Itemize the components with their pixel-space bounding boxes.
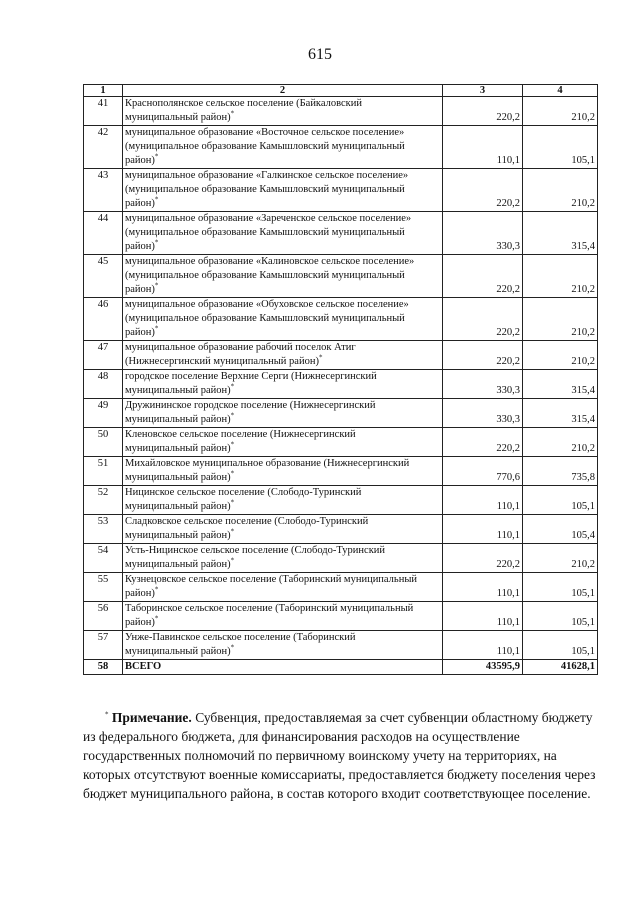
table-row <box>84 126 598 169</box>
municipality-name-line: район) <box>125 617 155 628</box>
footnote-mark: * <box>154 152 159 161</box>
municipality-name-line: (муниципальное образование Камышловский муниципальный <box>125 141 405 152</box>
table-row <box>84 298 598 341</box>
value-col4: 210,2 <box>523 428 598 457</box>
municipality-name-line: Кленовское сельское поселение (Нижнесергинский <box>125 429 356 440</box>
row-number: 54 <box>84 544 123 573</box>
footnote-mark: * <box>230 109 235 118</box>
row-number: 56 <box>84 602 123 631</box>
municipality-name-line: муниципальный район) <box>125 414 231 425</box>
municipality-name-line: Кузнецовское сельское поселение (Таборинский муниципальный <box>125 574 418 585</box>
table-row <box>84 573 598 602</box>
municipality-name-line: муниципальное образование «Калиновское сельское поселение» <box>125 256 415 267</box>
municipality-name <box>123 97 443 126</box>
value-col4: 210,2 <box>523 298 598 341</box>
municipality-name-line: район) <box>125 588 155 599</box>
row-number: 43 <box>84 169 123 212</box>
municipality-name <box>123 602 443 631</box>
table-header-row <box>84 85 598 97</box>
municipality-name-line: (Нижнесергинский муниципальный район) <box>125 356 319 367</box>
row-number: 45 <box>84 255 123 298</box>
row-number: 41 <box>84 97 123 126</box>
footnote-mark: * <box>230 469 235 478</box>
row-number: 48 <box>84 370 123 399</box>
column-header: 3 <box>443 85 523 97</box>
column-header: 2 <box>123 85 443 97</box>
municipality-name-line: муниципальный район) <box>125 559 231 570</box>
municipality-name <box>123 486 443 515</box>
footnote-mark: * <box>230 411 235 420</box>
note-text: Субвенция, предоставляемая за счет субвенции областному бюджету из федерального бюджета, для финансирования расходов на осуществление государственных полномочий по первичному воинскому учету на территориях, на которых отсутствуют военные комиссариаты, предоставляется бюджету поселения через бюджет муниципального района, в состав которого входит соответствующее поселение. <box>83 710 596 801</box>
municipality-name-line: район) <box>125 284 155 295</box>
footnote-mark: * <box>230 556 235 565</box>
table-row <box>84 457 598 486</box>
value-col3: 220,2 <box>443 169 523 212</box>
municipality-name <box>123 255 443 298</box>
footnote-note <box>83 708 597 803</box>
row-number: 50 <box>84 428 123 457</box>
total-col3: 43595,9 <box>443 660 523 675</box>
municipality-name <box>123 457 443 486</box>
table-row <box>84 544 598 573</box>
table-row <box>84 169 598 212</box>
value-col3: 220,2 <box>443 97 523 126</box>
value-col4: 105,1 <box>523 573 598 602</box>
municipality-name-line: муниципальное образование «Галкинское сельское поселение» <box>125 170 409 181</box>
municipality-name-line: (муниципальное образование Камышловский муниципальный <box>125 313 405 324</box>
municipality-name-line: (муниципальное образование Камышловский муниципальный <box>125 227 405 238</box>
municipality-name-line: (муниципальное образование Камышловский муниципальный <box>125 270 405 281</box>
municipality-name-line: муниципальный район) <box>125 472 231 483</box>
total-col4: 41628,1 <box>523 660 598 675</box>
value-col4: 735,8 <box>523 457 598 486</box>
row-number: 51 <box>84 457 123 486</box>
value-col3: 220,2 <box>443 544 523 573</box>
table-row <box>84 370 598 399</box>
municipality-name <box>123 544 443 573</box>
row-number: 58 <box>84 660 123 675</box>
municipality-name <box>123 169 443 212</box>
value-col3: 110,1 <box>443 602 523 631</box>
footnote-mark: * <box>154 585 159 594</box>
footnote-mark: * <box>154 324 159 333</box>
value-col3: 330,3 <box>443 370 523 399</box>
footnote-mark: * <box>318 353 323 362</box>
footnote-mark: * <box>154 238 159 247</box>
value-col3: 110,1 <box>443 631 523 660</box>
value-col4: 315,4 <box>523 370 598 399</box>
footnote-mark: * <box>230 382 235 391</box>
municipality-name-line: район) <box>125 241 155 252</box>
value-col3: 110,1 <box>443 515 523 544</box>
table-row <box>84 399 598 428</box>
value-col4: 315,4 <box>523 212 598 255</box>
value-col3: 220,2 <box>443 298 523 341</box>
row-number: 55 <box>84 573 123 602</box>
value-col4: 105,1 <box>523 486 598 515</box>
footnote-mark: * <box>154 281 159 290</box>
column-header: 4 <box>523 85 598 97</box>
table-row <box>84 341 598 370</box>
municipality-name-line: Ницинское сельское поселение (Слободо-Туринский <box>125 487 362 498</box>
municipality-name <box>123 399 443 428</box>
value-col3: 770,6 <box>443 457 523 486</box>
table-row <box>84 255 598 298</box>
table-row <box>84 515 598 544</box>
row-number: 57 <box>84 631 123 660</box>
footnote-mark: * <box>105 710 109 719</box>
total-row <box>84 660 598 675</box>
value-col3: 110,1 <box>443 486 523 515</box>
municipality-name <box>123 573 443 602</box>
row-number: 52 <box>84 486 123 515</box>
municipality-name <box>123 298 443 341</box>
municipality-name-line: район) <box>125 198 155 209</box>
footnote-mark: * <box>230 498 235 507</box>
note-label: Примечание. <box>111 710 192 725</box>
value-col4: 210,2 <box>523 544 598 573</box>
value-col4: 105,1 <box>523 126 598 169</box>
value-col4: 105,1 <box>523 602 598 631</box>
municipality-name <box>123 212 443 255</box>
row-number: 49 <box>84 399 123 428</box>
value-col4: 210,2 <box>523 341 598 370</box>
table-row <box>84 486 598 515</box>
municipality-name-line: муниципальный район) <box>125 112 231 123</box>
municipality-name <box>123 631 443 660</box>
table-row <box>84 631 598 660</box>
municipality-name-line: муниципальный район) <box>125 646 231 657</box>
value-col4: 105,1 <box>523 631 598 660</box>
table-row <box>84 602 598 631</box>
value-col4: 210,2 <box>523 97 598 126</box>
value-col3: 220,2 <box>443 255 523 298</box>
value-col4: 210,2 <box>523 255 598 298</box>
municipality-name-line: район) <box>125 155 155 166</box>
municipality-name-line: муниципальный район) <box>125 443 231 454</box>
footnote-mark: * <box>154 614 159 623</box>
footnote-mark: * <box>230 527 235 536</box>
municipality-name-line: муниципальное образование «Зареченское сельское поселение» <box>125 213 412 224</box>
value-col4: 315,4 <box>523 399 598 428</box>
value-col3: 220,2 <box>443 341 523 370</box>
footnote-mark: * <box>230 440 235 449</box>
municipality-name-line: Таборинское сельское поселение (Таборинский муниципальный <box>125 603 414 614</box>
row-number: 46 <box>84 298 123 341</box>
municipality-name-line: Усть-Ницинское сельское поселение (Слободо-Туринский <box>125 545 386 556</box>
municipality-name <box>123 515 443 544</box>
municipality-name-line: муниципальное образование рабочий поселок Атиг <box>125 342 356 353</box>
total-label: ВСЕГО <box>123 660 443 675</box>
municipality-name <box>123 428 443 457</box>
subvention-table <box>83 84 598 675</box>
row-number: 47 <box>84 341 123 370</box>
row-number: 42 <box>84 126 123 169</box>
table-row <box>84 97 598 126</box>
municipality-name-line: Унже-Павинское сельское поселение (Таборинский <box>125 632 356 643</box>
municipality-name-line: муниципальное образование «Восточное сельское поселение» <box>125 127 405 138</box>
municipality-name <box>123 341 443 370</box>
value-col3: 110,1 <box>443 573 523 602</box>
row-number: 53 <box>84 515 123 544</box>
table-row <box>84 428 598 457</box>
value-col3: 220,2 <box>443 428 523 457</box>
column-header: 1 <box>84 85 123 97</box>
value-col3: 330,3 <box>443 212 523 255</box>
page-number: 615 <box>308 46 332 63</box>
table-row <box>84 212 598 255</box>
footnote-mark: * <box>230 643 235 652</box>
municipality-name-line: муниципальное образование «Обуховское сельское поселение» <box>125 299 409 310</box>
municipality-name <box>123 126 443 169</box>
municipality-name-line: Краснополянское сельское поселение (Байкаловский <box>125 98 363 109</box>
municipality-name-line: район) <box>125 327 155 338</box>
municipality-name-line: Сладковское сельское поселение (Слободо-Туринский <box>125 516 369 527</box>
municipality-name <box>123 370 443 399</box>
value-col4: 210,2 <box>523 169 598 212</box>
value-col3: 110,1 <box>443 126 523 169</box>
municipality-name-line: Дружининское городское поселение (Нижнесергинский <box>125 400 376 411</box>
value-col4: 105,4 <box>523 515 598 544</box>
value-col3: 330,3 <box>443 399 523 428</box>
municipality-name-line: городское поселение Верхние Серги (Нижнесергинский <box>125 371 377 382</box>
municipality-name-line: муниципальный район) <box>125 385 231 396</box>
municipality-name-line: (муниципальное образование Камышловский муниципальный <box>125 184 405 195</box>
municipality-name-line: муниципальный район) <box>125 501 231 512</box>
row-number: 44 <box>84 212 123 255</box>
municipality-name-line: муниципальный район) <box>125 530 231 541</box>
municipality-name-line: Михайловское муниципальное образование (Нижнесергинский <box>125 458 410 469</box>
footnote-mark: * <box>154 195 159 204</box>
